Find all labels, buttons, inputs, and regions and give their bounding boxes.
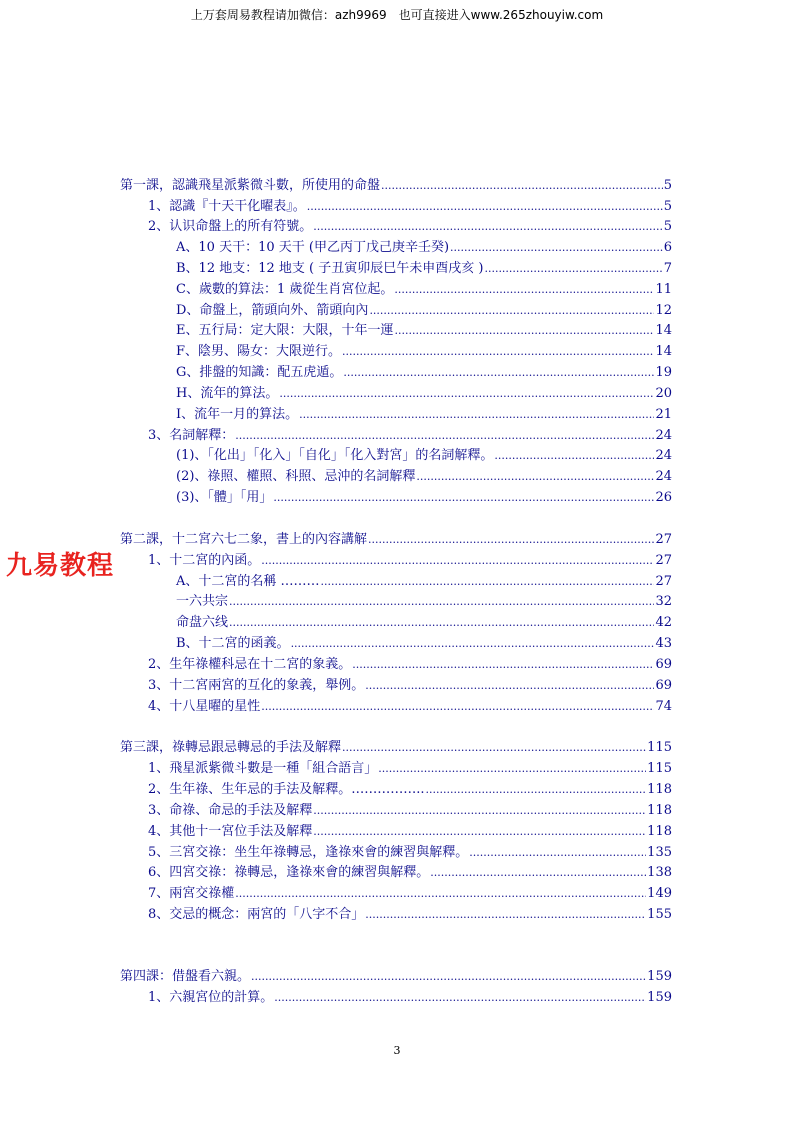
toc-entry[interactable] [148, 428, 672, 444]
toc-entry-page: 21 [655, 407, 672, 422]
toc-entry-title: H、流年的算法。 [176, 386, 279, 401]
toc-entry-title: 2、生年祿權科忌在十二宮的象義。 [148, 657, 352, 672]
toc-entry-title: 第二課，十二宮六七二象，書上的內容講解 [120, 532, 368, 547]
toc-entry-title: (3)、「體」「用」 [176, 490, 273, 505]
toc-entry-title: (1)、「化出」「化入」「自化」「化入對宮」的名詞解釋。 [176, 448, 494, 463]
toc-leader-dots [273, 490, 654, 506]
page-header: 上万套周易教程请加微信：azh9969 也可直接进入www.265zhouyiw.com [190, 8, 604, 22]
toc-entry-page: 118 [647, 782, 672, 797]
toc-entry-page: 43 [655, 636, 672, 651]
toc-entry-title: 第三課，祿轉忌跟忌轉忌的手法及解釋 [120, 740, 342, 755]
toc-entry-page: 69 [655, 657, 672, 672]
toc-leader-dots [307, 199, 663, 215]
toc-entry-title: C、歲數的算法：1 歲從生肖宮位起。 [176, 282, 394, 297]
toc-entry[interactable] [176, 594, 672, 610]
toc-entry[interactable] [148, 803, 672, 819]
toc-entry-title: G、排盤的知識：配五虎遁。 [176, 365, 343, 380]
toc-leader-dots [313, 803, 646, 819]
toc-entry-page: 5 [663, 219, 672, 234]
toc-leader-dots [430, 865, 646, 881]
toc-entry-title: 8、交忌的概念：兩宮的「八字不合」 [148, 907, 365, 922]
toc-entry[interactable] [148, 990, 672, 1006]
toc-leader-dots [381, 178, 663, 194]
toc-entry[interactable] [176, 615, 672, 631]
toc-entry-title: 第一課，認識飛星派紫微斗數，所使用的命盤 [120, 178, 381, 193]
toc-entry[interactable] [176, 574, 672, 590]
toc-leader-dots [235, 428, 654, 444]
toc-entry-title: 第四課：借盤看六親。 [120, 969, 251, 984]
toc-entry-title: 7、兩宮交祿權 [148, 886, 235, 901]
toc-entry-page: 115 [647, 761, 672, 776]
toc-entry-page: 19 [655, 365, 672, 380]
toc-entry[interactable] [148, 699, 672, 715]
toc-entry[interactable] [148, 782, 672, 798]
toc-entry-title: 1、飛星派紫微斗數是一種「組合語言」 [148, 761, 378, 776]
toc-entry-page: 27 [655, 574, 672, 589]
toc-entry-title: 1、十二宮的內函。 [148, 553, 261, 568]
toc-entry-title: 1、六親宮位的計算。 [148, 990, 274, 1005]
toc-entry-title: E、五行局：定大限：大限，十年一運 [176, 323, 394, 338]
toc-entry[interactable] [120, 969, 672, 985]
toc-leader-dots [484, 261, 662, 277]
toc-entry-title: 5、三宮交祿：坐生年祿轉忌，逢祿來會的練習與解釋。 [148, 845, 469, 860]
toc-leader-dots [378, 761, 646, 777]
toc-entry-title: 6、四宮交祿：祿轉忌，逢祿來會的練習與解釋。 [148, 865, 430, 880]
toc-entry-page: 5 [663, 199, 672, 214]
toc-leader-dots [229, 594, 654, 610]
toc-entry-title: 1、認識『十天干化曜表』。 [148, 199, 306, 214]
toc-entry-page: 32 [655, 594, 672, 609]
toc-entry-page: 118 [647, 803, 672, 818]
toc-leader-dots [352, 657, 654, 673]
toc-entry[interactable] [148, 886, 672, 902]
toc-entry-page: 24 [655, 448, 672, 463]
toc-leader-dots [342, 344, 654, 360]
toc-entry-page: 69 [655, 678, 672, 693]
toc-entry[interactable] [148, 761, 672, 777]
toc-entry[interactable] [176, 323, 672, 339]
toc-entry-page: 159 [647, 969, 672, 984]
toc-leader-dots [279, 386, 654, 402]
toc-entry-page: 42 [655, 615, 672, 630]
toc-entry-title: D、命盤上，箭頭向外、箭頭向內 [176, 303, 369, 318]
toc-entry-title: 3、十二宮兩宮的互化的象義，舉例。 [148, 678, 365, 693]
toc-entry[interactable] [148, 199, 672, 215]
toc-entry[interactable] [148, 657, 672, 673]
toc-entry-page: 159 [647, 990, 672, 1005]
toc-leader-dots [365, 907, 646, 923]
toc-entry-page: 27 [655, 553, 672, 568]
watermark-logo: 九易教程 [6, 551, 115, 581]
toc-leader-dots [313, 219, 662, 235]
toc-entry-page: 155 [647, 907, 672, 922]
toc-entry[interactable] [176, 448, 672, 464]
toc-entry[interactable] [148, 865, 672, 881]
toc-entry-title: B、12 地支：12 地支 ( 子丑寅卯辰巳午未申酉戌亥 ) [176, 261, 484, 276]
toc-entry[interactable] [148, 845, 672, 861]
toc-entry[interactable] [148, 219, 672, 235]
toc-leader-dots [291, 636, 655, 652]
toc-leader-dots [313, 824, 646, 840]
toc-entry-page: 74 [655, 699, 672, 714]
toc-entry-page: 118 [647, 824, 672, 839]
toc-leader-dots [368, 532, 654, 548]
toc-entry-title: 4、十八星曜的星性 [148, 699, 261, 714]
toc-entry[interactable] [176, 469, 672, 485]
toc-leader-dots [450, 240, 663, 256]
toc-entry-page: 5 [663, 178, 672, 193]
toc-entry-page: 6 [663, 240, 672, 255]
toc-leader-dots [416, 469, 654, 485]
toc-leader-dots [365, 678, 654, 694]
toc-entry[interactable] [176, 636, 672, 652]
toc-entry[interactable] [148, 907, 672, 923]
toc-leader-dots [274, 990, 646, 1006]
toc-entry[interactable] [120, 532, 672, 548]
toc-entry-title: A、10 天干：10 天干 (甲乙丙丁戊己庚辛壬癸) [176, 240, 450, 255]
toc-entry-page: 12 [655, 303, 672, 318]
toc-entry-title: 2、生年祿、生年忌的手法及解釋。…………….. [148, 782, 425, 797]
toc-entry-page: 24 [655, 428, 672, 443]
toc-entry[interactable] [176, 386, 672, 402]
toc-entry-title: 一六共宗 [176, 594, 229, 609]
toc-leader-dots [343, 365, 654, 381]
toc-entry[interactable] [176, 365, 672, 381]
toc-entry-title: 命盘六线 [176, 615, 229, 630]
toc-leader-dots [469, 845, 646, 861]
toc-entry-title: F、陰男、陽女：大限逆行。 [176, 344, 342, 359]
toc-entry-page: 14 [655, 344, 672, 359]
page-number: 3 [393, 1044, 401, 1057]
toc-entry-page: 27 [655, 532, 672, 547]
toc-entry[interactable] [120, 178, 672, 194]
toc-leader-dots [342, 740, 646, 756]
toc-entry[interactable] [176, 240, 672, 256]
toc-leader-dots [261, 553, 654, 569]
toc-entry[interactable] [176, 490, 672, 506]
toc-entry-title: (2)、祿照、權照、科照、忌沖的名詞解釋 [176, 469, 416, 484]
toc-leader-dots [321, 574, 655, 590]
toc-leader-dots [261, 699, 654, 715]
toc-entry[interactable] [148, 553, 672, 569]
toc-entry-page: 26 [655, 490, 672, 505]
toc-entry-title: I、流年一月的算法。 [176, 407, 299, 422]
toc-entry-page: 14 [655, 323, 672, 338]
toc-entry-page: 24 [655, 469, 672, 484]
toc-leader-dots [229, 615, 654, 631]
toc-leader-dots [426, 782, 647, 798]
toc-entry[interactable] [148, 678, 672, 694]
toc-entry[interactable] [120, 740, 672, 756]
toc-entry-page: 149 [647, 886, 672, 901]
toc-entry-page: 7 [663, 261, 672, 276]
toc-entry-page: 135 [647, 845, 672, 860]
toc-entry-title: 3、名詞解釋： [148, 428, 235, 443]
toc-entry-title: A、十二宮的名稱 ……… [176, 574, 320, 589]
toc-entry-title: 4、其他十一宮位手法及解釋 [148, 824, 313, 839]
toc-entry-page: 20 [655, 386, 672, 401]
toc-leader-dots [494, 448, 654, 464]
toc-leader-dots [369, 303, 654, 319]
toc-leader-dots [395, 323, 655, 339]
toc-entry-title: B、十二宮的函義。 [176, 636, 290, 651]
toc-entry[interactable] [176, 261, 672, 277]
toc-leader-dots [251, 969, 646, 985]
toc-entry[interactable] [176, 303, 672, 319]
toc-entry-page: 115 [647, 740, 672, 755]
toc-leader-dots [299, 407, 654, 423]
toc-entry[interactable] [176, 344, 672, 360]
toc-entry[interactable] [148, 824, 672, 840]
toc-leader-dots [235, 886, 646, 902]
toc-entry-page: 138 [647, 865, 672, 880]
toc-entry[interactable] [176, 407, 672, 423]
toc-leader-dots [394, 282, 654, 298]
toc-entry-title: 3、命祿、命忌的手法及解釋 [148, 803, 313, 818]
toc-entry[interactable] [176, 282, 672, 298]
toc-entry-page: 11 [655, 282, 672, 297]
toc-entry-title: 2、认识命盤上的所有符號。 [148, 219, 313, 234]
